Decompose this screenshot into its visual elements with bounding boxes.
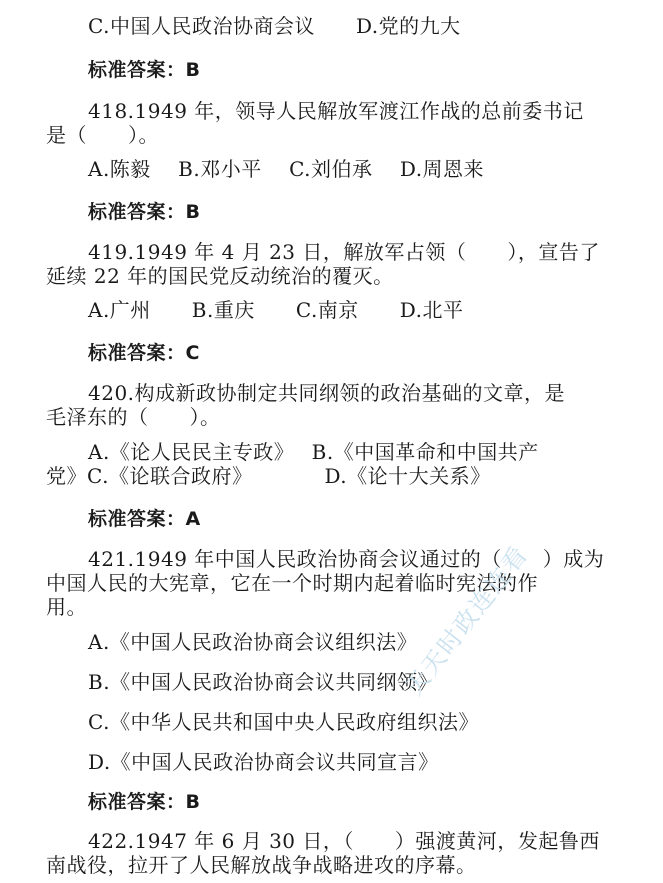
question-420-cont: 毛泽东的（ ）。 xyxy=(46,405,221,429)
question-420: 420.构成新政协制定共同纲领的政治基础的文章，是 xyxy=(88,381,566,405)
option-d-421: D.《中国人民政治协商会议共同宣言》 xyxy=(88,750,439,774)
standard-answer: 标准答案：B xyxy=(88,791,201,813)
question-419-cont: 延续 22 年的国民党反动统治的覆灭。 xyxy=(46,264,394,288)
question-418-cont: 是（ ）。 xyxy=(46,123,159,147)
watermark: 天天时政连连看 xyxy=(399,540,534,701)
options-420-cont: 党》C.《论联合政府》 D.《论十大关系》 xyxy=(46,464,491,488)
options-418: A.陈毅 B.邓小平 C.刘伯承 D.周恩来 xyxy=(88,157,485,181)
option-b-421: B.《中国人民政治协商会议共同纲领》 xyxy=(88,670,439,694)
question-422-cont: 南战役，拉开了人民解放战争战略进攻的序幕。 xyxy=(46,853,477,877)
standard-answer: 标准答案：B xyxy=(88,201,201,223)
standard-answer: 标准答案：A xyxy=(88,508,201,530)
question-418: 418.1949 年，领导人民解放军渡江作战的总前委书记 xyxy=(88,99,584,123)
option-line: C.中国人民政治协商会议 D.党的九大 xyxy=(88,14,461,38)
standard-answer: 标准答案：B xyxy=(88,59,201,81)
question-421: 421.1949 年中国人民政治协商会议通过的（ ）成为 xyxy=(88,547,605,571)
option-a-421: A.《中国人民政治协商会议组织法》 xyxy=(88,630,418,654)
question-422: 422.1947 年 6 月 30 日，（ ）强渡黄河，发起鲁西 xyxy=(88,829,600,853)
options-420: A.《论人民民主专政》 B.《中国革命和中国共产 xyxy=(88,440,539,464)
question-419: 419.1949 年 4 月 23 日，解放军占领（ ），宣告了 xyxy=(88,240,600,264)
option-c-421: C.《中华人民共和国中央人民政府组织法》 xyxy=(88,710,479,734)
question-421-cont: 中国人民的大宪章，它在一个时期内起着临时宪法的作 xyxy=(46,571,538,595)
options-419: A.广州 B.重庆 C.南京 D.北平 xyxy=(88,298,464,322)
question-421-cont: 用。 xyxy=(46,595,87,619)
standard-answer: 标准答案：C xyxy=(88,342,200,364)
